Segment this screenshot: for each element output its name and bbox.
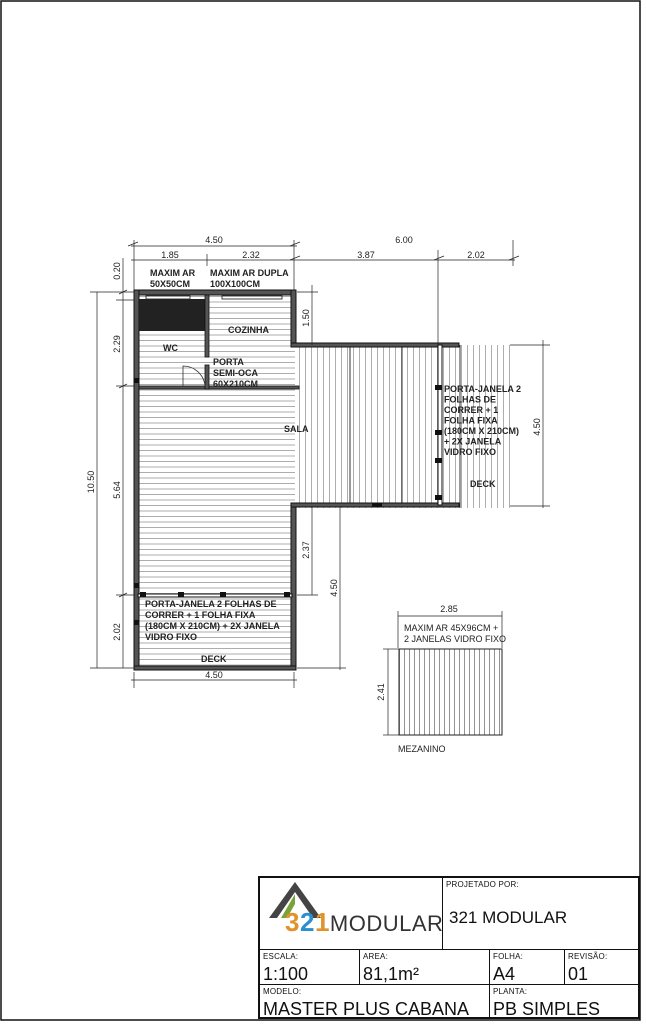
revision-label: REVISÃO: xyxy=(568,952,608,961)
label-porta-janela-bottom-line: CORRER + 1 FOLHA FIXA xyxy=(145,610,256,620)
dim-left-wc: 2.29 xyxy=(112,335,122,353)
logo-digit-2: 2 xyxy=(299,907,315,937)
label-deck-right: DECK xyxy=(470,479,496,489)
sheet-cell xyxy=(490,950,565,985)
scale-value: 1:100 xyxy=(263,964,309,984)
dim-mezz-height: 2.41 xyxy=(376,683,386,701)
dim-kitchen-depth: 1.50 xyxy=(301,309,311,327)
dim-left-top: 0.20 xyxy=(112,262,122,280)
label-porta-janela-2-line: CORRER + 1 xyxy=(444,405,499,415)
label-porta-janela-bottom-line: VIDRO FIXO xyxy=(145,632,198,642)
wall-top xyxy=(134,290,296,295)
mezanino-plan xyxy=(376,604,506,754)
dim-left-sala: 5.64 xyxy=(112,481,122,499)
label-cozinha: COZINHA xyxy=(228,325,269,335)
revision-value: 01 xyxy=(568,964,589,984)
dim-top-left: 1.85 xyxy=(161,250,179,260)
logo-digit-3: 3 xyxy=(285,907,300,937)
model-value: MASTER PLUS CABANA xyxy=(263,999,470,1019)
label-porta-line: PORTA xyxy=(213,357,244,367)
dim-left-deck: 2.02 xyxy=(112,623,122,641)
label-maxim-ar-dupla xyxy=(210,268,289,289)
logo-wordmark xyxy=(285,907,443,938)
dim-deck-total: 6.00 xyxy=(395,235,413,245)
label-maxim-ar xyxy=(150,268,196,289)
scale-cell xyxy=(260,950,360,985)
model-cell xyxy=(260,985,490,1019)
label-porta-janela-bottom-line: PORTA-JANELA 2 FOLHAS DE xyxy=(145,599,277,609)
label-maxim-ar-dupla-line: MAXIM AR DUPLA xyxy=(210,268,289,278)
logo-digit-1: 1 xyxy=(314,907,330,937)
mezanino-floor xyxy=(399,649,502,735)
designed-by-value: 321 MODULAR xyxy=(449,908,568,927)
dim-lower-total: 4.50 xyxy=(329,579,339,597)
dim-deck-height: 4.50 xyxy=(532,418,542,436)
label-porta-janela-2-line: PORTA-JANELA 2 xyxy=(444,384,522,394)
sheet-value: A4 xyxy=(493,964,516,984)
label-porta-line: 60X210CM xyxy=(213,379,259,389)
title-block xyxy=(258,876,640,1019)
label-porta-janela-2-line: (180CM X 210CM) xyxy=(444,426,520,436)
label-porta-janela-2-line: FOLHAS DE xyxy=(444,394,497,405)
label-mezz-window xyxy=(404,623,506,644)
label-maxim-ar-dupla-line: 100X100CM xyxy=(210,279,261,289)
area-value: 81,1m² xyxy=(363,964,420,984)
label-wc: WC xyxy=(163,343,178,353)
wall-left xyxy=(134,290,139,670)
dim-bottom-total: 4.50 xyxy=(205,670,223,680)
label-porta-janela-2-line: + 2X JANELA xyxy=(444,436,502,447)
area-label: AREA: xyxy=(363,952,389,961)
logo-word: MODULAR xyxy=(329,911,444,936)
label-mezanino: MEZANINO xyxy=(398,744,446,754)
label-maxim-ar-line: 50X50CM xyxy=(150,279,191,289)
wc-shower xyxy=(139,299,205,331)
label-sala: SALA xyxy=(284,424,309,434)
model-label: MODELO: xyxy=(263,987,302,996)
dim-deck-left: 3.87 xyxy=(357,250,375,260)
designed-by-label: PROJETADO POR: xyxy=(446,880,519,889)
dim-top-mid: 2.32 xyxy=(242,250,260,260)
label-maxim-ar-line: MAXIM AR xyxy=(150,268,196,278)
label-mezz-window-line: 2 JANELAS VIDRO FIXO xyxy=(404,634,507,644)
label-porta-janela-2-line: FOLHA FIXA xyxy=(444,415,498,426)
area-cell xyxy=(360,950,490,985)
dim-deck-right: 2.02 xyxy=(467,250,485,260)
designer-cell xyxy=(443,878,640,950)
label-porta-janela-2-line: VIDRO FIXO xyxy=(444,447,497,457)
logo-cell xyxy=(260,878,443,950)
label-mezz-window-line: MAXIM AR 45X96CM + xyxy=(404,623,499,633)
plan-cell xyxy=(490,985,640,1019)
label-deck-bottom: DECK xyxy=(201,654,227,664)
dim-left-total: 10.50 xyxy=(86,470,96,494)
dim-lower-segment: 2.37 xyxy=(301,541,311,559)
label-porta-janela-bottom-line: (180CM X 210CM) + 2X JANELA xyxy=(145,621,280,631)
label-porta-line: SEMI-OCA xyxy=(213,368,258,378)
dim-top-total: 4.50 xyxy=(205,235,223,245)
revision-cell xyxy=(565,950,640,985)
plan-label: PLANTA: xyxy=(493,987,528,996)
scale-label: ESCALA: xyxy=(263,952,299,961)
dim-mezz-width: 2.85 xyxy=(440,604,458,614)
sheet-label: FOLHA: xyxy=(493,952,524,961)
plan-value: PB SIMPLES xyxy=(493,999,601,1019)
